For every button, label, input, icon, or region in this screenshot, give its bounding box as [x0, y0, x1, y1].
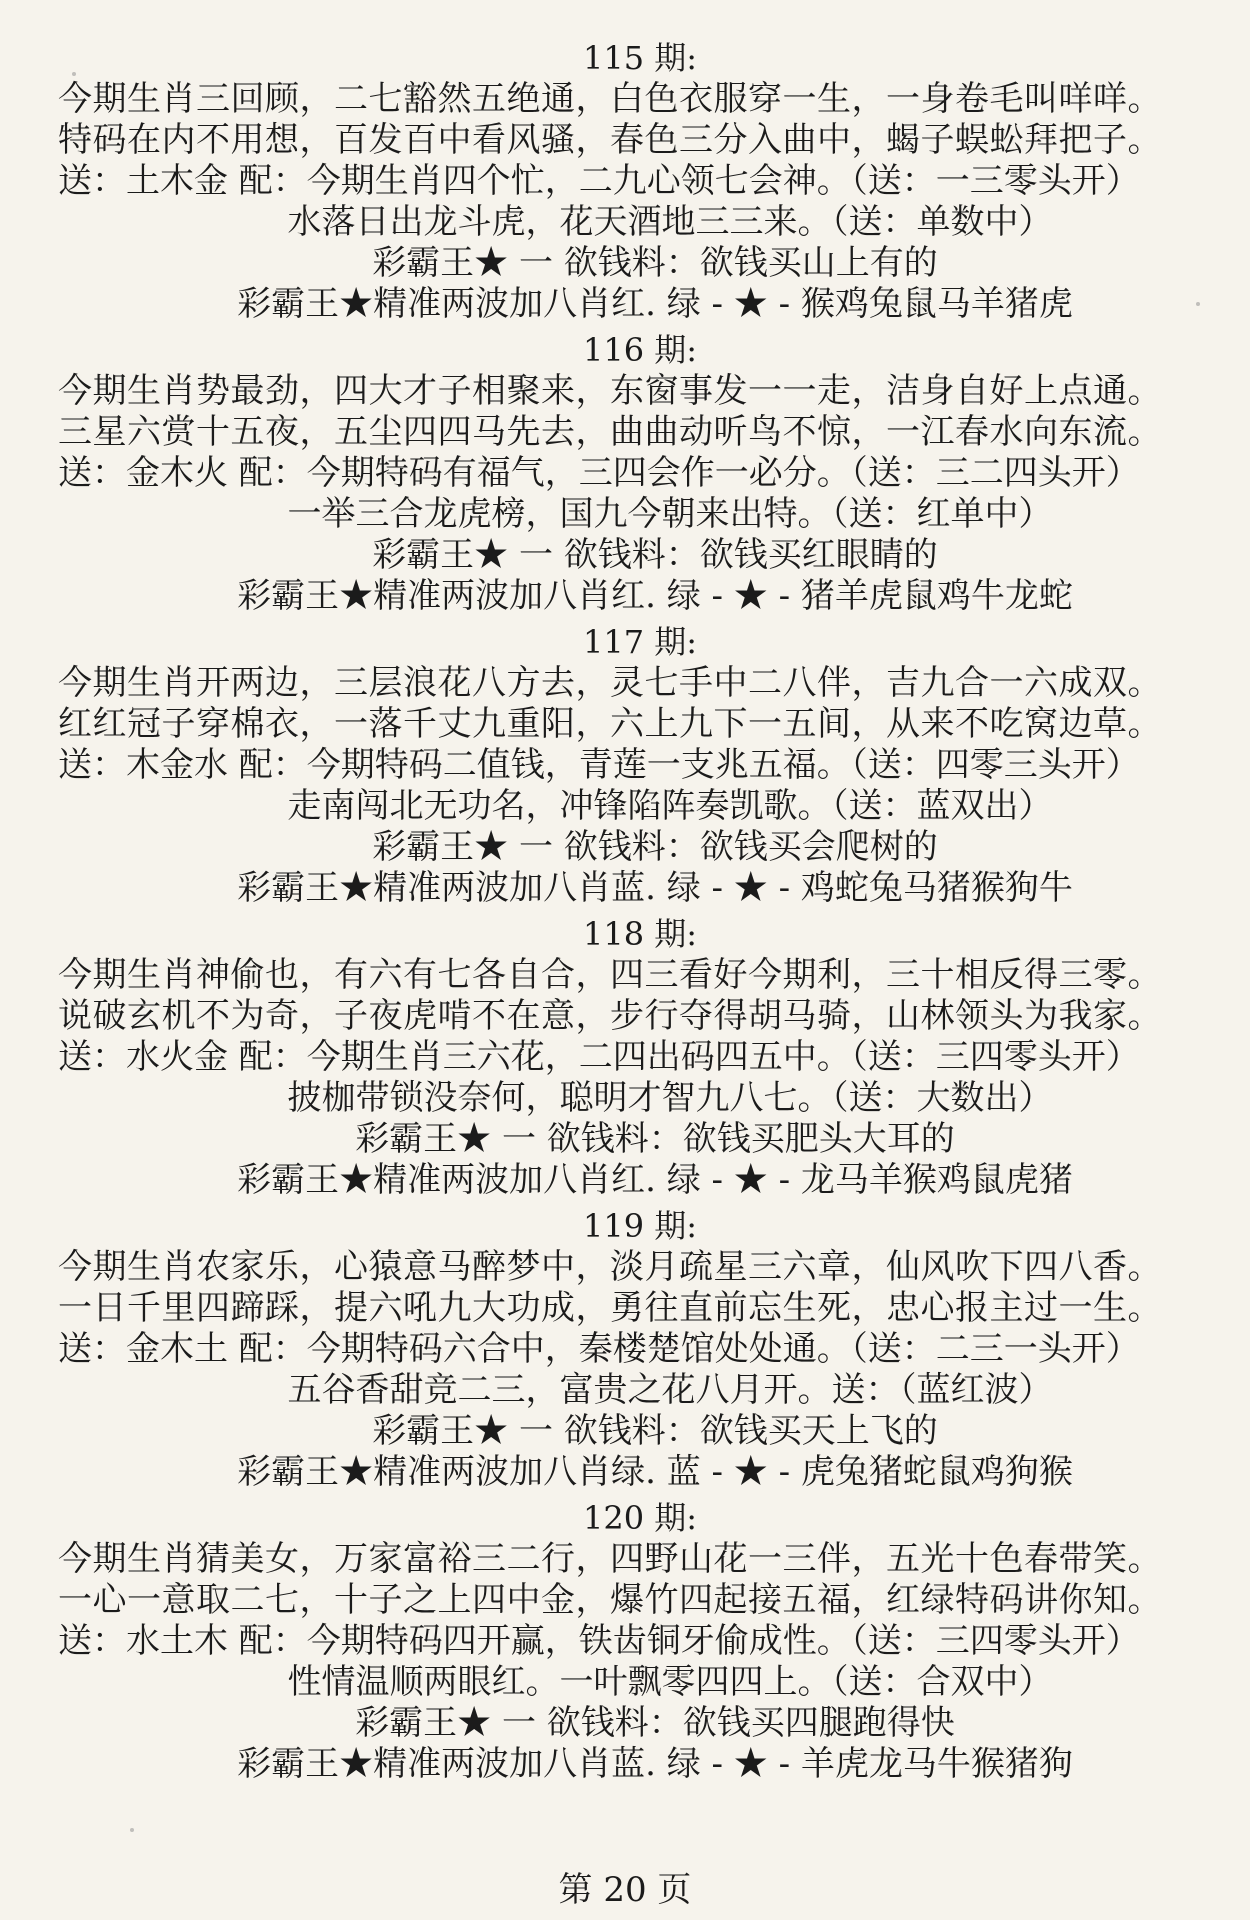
issue-block-117 — [58, 622, 1222, 909]
wish-line: 彩霸王★ 一 欲钱料：欲钱买红眼睛的 — [372, 535, 938, 575]
poem-line: 今期生肖猜美女，万家富裕三二行，四野山花一三伴，五光十色春带笑。 — [58, 1539, 1162, 1579]
pick-line: 彩霸王★精准两波加八肖蓝. 绿 - ★ - 羊虎龙马牛猴猪狗 — [237, 1744, 1073, 1784]
wish-line: 彩霸王★ 一 欲钱料：欲钱买四腿跑得快 — [355, 1703, 955, 1743]
pick-line: 彩霸王★精准两波加八肖红. 绿 - ★ - 龙马羊猴鸡鼠虎猪 — [237, 1160, 1073, 1200]
pick-line: 彩霸王★精准两波加八肖绿. 蓝 - ★ - 虎兔猪蛇鼠鸡狗猴 — [237, 1452, 1073, 1492]
poem-line: 今期生肖开两边，三层浪花八方去，灵七手中二八伴，吉九合一六成双。 — [58, 663, 1162, 703]
song-line: 送：水土木 配：今期特码四开赢，铁齿铜牙偷成性。（送：三四零头开） — [58, 1621, 1140, 1661]
pick-line: 彩霸王★精准两波加八肖红. 绿 - ★ - 猪羊虎鼠鸡牛龙蛇 — [237, 576, 1073, 616]
page-number: 第 20 页 — [558, 1870, 692, 1910]
wish-line: 彩霸王★ 一 欲钱料：欲钱买会爬树的 — [372, 827, 938, 867]
song-line: 送：土木金 配：今期生肖四个忙，二九心领七会神。（送：一三零头开） — [58, 161, 1140, 201]
poem-line: 一日千里四蹄踩，提六吼九大功成，勇往直前忘生死，忠心报主过一生。 — [58, 1288, 1162, 1328]
extra-line: 走南闯北无功名，冲锋陷阵奏凯歌。（送：蓝双出） — [287, 786, 1053, 826]
poem-line: 一心一意取二七，十子之上四中金，爆竹四起接五福，红绿特码讲你知。 — [58, 1580, 1162, 1620]
poem-line: 今期生肖神偷也，有六有七各自合，四三看好今期利，三十相反得三零。 — [58, 955, 1162, 995]
scan-speck — [72, 72, 76, 76]
issue-block-119 — [58, 1206, 1222, 1493]
extra-line: 水落日出龙斗虎，花天酒地三三来。（送：单数中） — [287, 202, 1053, 242]
song-line: 送：水火金 配：今期生肖三六花，二四出码四五中。（送：三四零头开） — [58, 1037, 1140, 1077]
poem-line: 说破玄机不为奇，子夜虎啃不在意，步行夺得胡马骑，山林领头为我家。 — [58, 996, 1162, 1036]
wish-line: 彩霸王★ 一 欲钱料：欲钱买山上有的 — [372, 243, 938, 283]
issue-header: 115 期: — [582, 39, 698, 77]
poem-line: 今期生肖势最劲，四大才子相聚来，东窗事发一一走，洁身自好上点通。 — [58, 371, 1162, 411]
pick-line: 彩霸王★精准两波加八肖蓝. 绿 - ★ - 鸡蛇兔马猪猴狗牛 — [237, 868, 1073, 908]
poem-line: 今期生肖三回顾，二七豁然五绝通，白色衣服穿一生，一身卷毛叫咩咩。 — [58, 79, 1162, 119]
issue-block-118 — [58, 914, 1222, 1201]
pick-line: 彩霸王★精准两波加八肖红. 绿 - ★ - 猴鸡兔鼠马羊猪虎 — [237, 284, 1073, 324]
extra-line: 性情温顺两眼红。一叶飘零四四上。（送：合双中） — [287, 1662, 1053, 1702]
issue-header: 120 期: — [582, 1499, 698, 1537]
scan-speck — [1196, 302, 1200, 306]
song-line: 送：金木土 配：今期特码六合中，秦楼楚馆处处通。（送：二三一头开） — [58, 1329, 1140, 1369]
issue-block-115 — [58, 38, 1222, 325]
issue-block-116 — [58, 330, 1222, 617]
wish-line: 彩霸王★ 一 欲钱料：欲钱买肥头大耳的 — [355, 1119, 955, 1159]
poem-line: 特码在内不用想，百发百中看风骚，春色三分入曲中，蝎子蜈蚣拜把子。 — [58, 120, 1162, 160]
extra-line: 五谷香甜竞二三，富贵之花八月开。送：（蓝红波） — [287, 1370, 1053, 1410]
issue-block-120 — [58, 1498, 1222, 1785]
poem-line: 三星六赏十五夜，五尘四四马先去，曲曲动听鸟不惊，一江春水向东流。 — [58, 412, 1162, 452]
poem-line: 红红冠子穿棉衣，一落千丈九重阳，六上九下一五间，从来不吃窝边草。 — [58, 704, 1162, 744]
issue-header: 119 期: — [582, 1207, 698, 1245]
issue-header: 116 期: — [582, 331, 698, 369]
extra-line: 披枷带锁没奈何，聪明才智九八七。（送：大数出） — [287, 1078, 1053, 1118]
song-line: 送：金木火 配：今期特码有福气，三四会作一必分。（送：三二四头开） — [58, 453, 1140, 493]
scan-speck — [130, 1828, 134, 1832]
poem-line: 今期生肖农家乐，心猿意马醉梦中，淡月疏星三六章，仙风吹下四八香。 — [58, 1247, 1162, 1287]
issue-header: 118 期: — [582, 915, 698, 953]
issue-header: 117 期: — [582, 623, 698, 661]
song-line: 送：木金水 配：今期特码二值钱，青莲一支兆五福。（送：四零三头开） — [58, 745, 1140, 785]
extra-line: 一举三合龙虎榜，国九今朝来出特。（送：红单中） — [287, 494, 1053, 534]
wish-line: 彩霸王★ 一 欲钱料：欲钱买天上飞的 — [372, 1411, 938, 1451]
